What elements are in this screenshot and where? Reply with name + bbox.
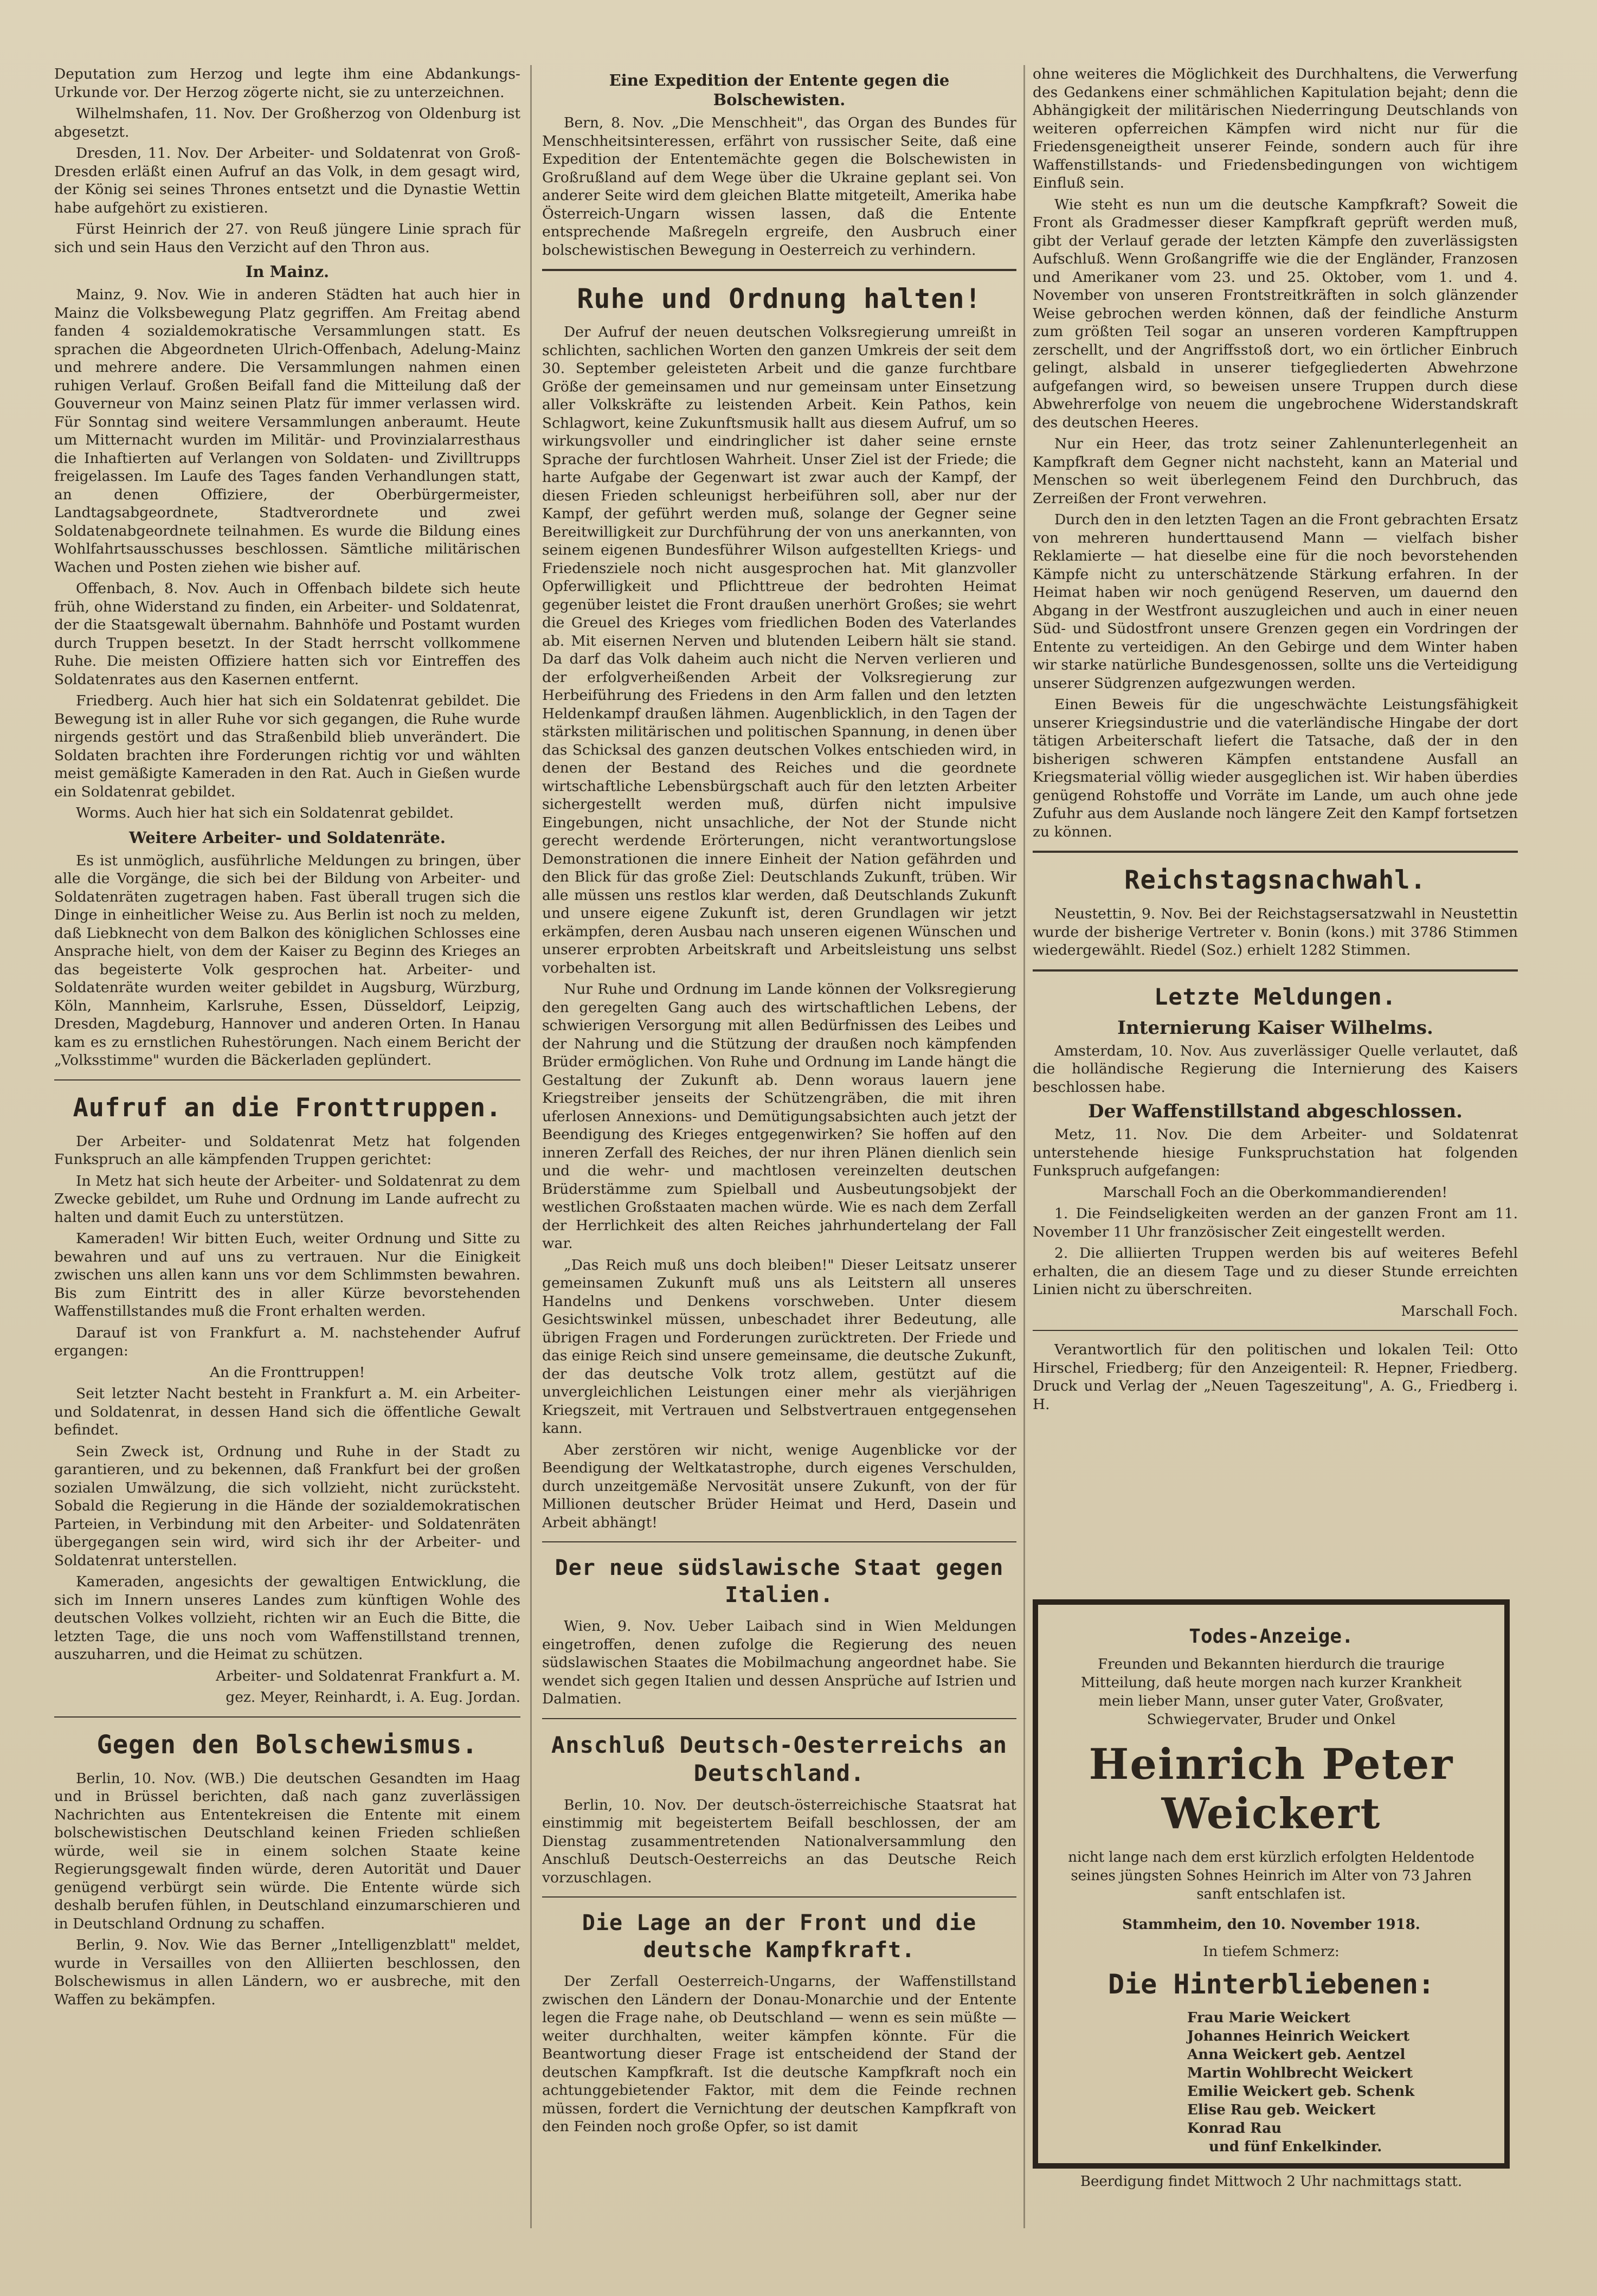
article-paragraph: ohne weiteres die Möglichkeit des Durchhaltens, die Verwerfung des Gedankens einer schmählichen Kapitulation bejaht; denn die Abhängigkeit der militärischen Niederringung Deutschlands von weiteren opferreichen Kämpfen wird nicht nur für die Friedensgeneigtheit unserer Feinde, sondern auch für ihre Waffenstillstands- und Friedensbedingungen von wichtigem Einfluß sein. [1033, 66, 1518, 191]
headline-bolschewismus: Gegen den Bolschewismus. [96, 1729, 478, 1760]
article-paragraph: Offenbach, 8. Nov. Auch in Offenbach bildete sich heute früh, ohne Widerstand zu finden, ein Arbeiter- und Soldatenrat, der die Staatsgewalt übernahm. Bahnhöfe und Postamt wurden durch Truppen besetzt. In der Stadt herrscht vollkommene Ruhe. Die meisten Offiziere hatten sich vor Eintreffen des Soldatenrates aus den Kasernen entfernt. [54, 580, 520, 688]
headline-aufruf: Aufruf an die Fronttruppen. [73, 1092, 502, 1123]
article-paragraph: In Metz hat sich heute der Arbeiter- und Soldatenrat zu dem Zwecke gebildet, um Ruhe und Ordnung im Lande aufrecht zu halten und damit Euch zu unterstützen. [54, 1172, 520, 1226]
article-paragraph: Darauf ist von Frankfurt a. M. nachstehender Aufruf ergangen: [54, 1324, 520, 1359]
subheading: An die Fronttruppen! [209, 1364, 365, 1381]
section-title-expedition: Eine Expedition der Entente gegen die Bolschewisten. [609, 71, 950, 109]
family-member: Konrad Rau [1187, 2120, 1282, 2137]
family-member: Elise Rau geb. Weickert [1187, 2102, 1376, 2118]
section-title-waffenstillstand: Der Waffenstillstand abgeschlossen. [1087, 1101, 1463, 1122]
headline-lage: Die Lage an der Front und die deutsche Kampfkraft. [582, 1911, 977, 1963]
deceased-name: Heinrich Peter Weickert [1089, 1740, 1454, 1838]
article-paragraph: Nur ein Heer, das trotz seiner Zahlenunterlegenheit an Kampfkraft dem Gegner nicht nachsteht, kann an Material und Menschen so weit überlegenem Feind den Durchbruch, das Zerreißen der Front verwehren. [1033, 435, 1518, 507]
article-paragraph: Nur Ruhe und Ordnung im Lande können der Volksregierung den geregelten Gang auch des wirtschaftlichen Lebens, der schwierigen Versorgung mit allen Bedürfnissen des Leibes und der Nahrung und die Stützung der draußen noch kämpfenden Brüder ermöglichen. Von Ruhe und Ordnung im Lande hängt die Gestaltung der Zukunft ab. Denn woraus lauern jene Kriegstreiber jenseits der Schützengräben, die mit ihren uferlosen Annexions- und Demütigungsabsichten auch jetzt der Beendigung des Krieges entgegenwirken? Sie hoffen auf den inneren Zerfall des Reiches, der nur ihren Plänen dienlich sein und die wehr- und machtlosen vereinzelten deutschen Brüderstämme zum Spielball und Ausbeutungsobjekt der westlichen Großstaaten machen würde. Wie es nach dem Zerfall der Herrlichkeit des alten Reiches jahrhundertelang der Fall war. [542, 981, 1016, 1252]
article-paragraph: Durch den in den letzten Tagen an die Front gebrachten Ersatz von mehreren hunderttausend Mann — vielfach bisher Reklamierte — hat dieselbe eine für die noch bevorstehenden Kämpfe nicht zu unterschätzende Stärkung erfahren. In der Heimat haben wir noch genügend Reserven, um dauernd den Abgang in der Westfront auszugleichen und auch in einer neuen Süd- und Südostfront unsere Grenzen gegen ein Vordringen der Entente zu verteidigen. An den Gebirge und dem Winter haben wir starke natürliche Bundesgenossen, sollte uns die Verteidigung unserer Südgrenzen aufgezwungen werden. [1033, 511, 1518, 692]
article-paragraph: Wie steht es nun um die deutsche Kampfkraft? Soweit die Front als Gradmesser dieser Kampfkraft geprüft werden muß, gibt der Verlauf gerade der letzten Kämpfe den zuverlässigsten Aufschluß. Wenn Großangriffe wie die der Engländer, Franzosen und Amerikaner vom 23. und 25. Oktober, vom 1. und 4. November von unseren Frontstreitkräften in solch glänzender Weise gebrochen werden können, daß der feindliche Ansturm zum größten Teil sogar an unseren vorderen Kampftruppen zerschellt, und der Angriffsstoß dort, wo ein örtlicher Einbruch gelingt, alsbald in unserer tiefgegliederten Abwehrzone aufgefangen wird, so beweisen unsere Truppen durch diese Abwehrerfolge von neuem die ungebrochene Widerstandskraft des deutschen Heeres. [1033, 196, 1518, 431]
article-paragraph: Metz, 11. Nov. Die dem Arbeiter- und Soldatenrat unterstehende hiesige Funkspruchstation hat folgenden Funkspruch aufgefangen: [1033, 1126, 1518, 1179]
notice-grief: In tiefem Schmerz: [1203, 1944, 1340, 1960]
headline-suedslawisch: Der neue südslawische Staat gegen Italien. [555, 1555, 1004, 1607]
article-paragraph: Deputation zum Herzog und legte ihm eine Abdankungs-Urkunde vor. Der Herzog zögerte nicht, sie zu unterzeichnen. [54, 66, 520, 101]
article-paragraph: Mainz, 9. Nov. Wie in anderen Städten hat auch hier in Mainz die Volksbewegung Platz gegriffen. Am Freitag abend fanden 4 sozialdemokratische Versammlungen statt. Es sprachen die Abgeordneten Ulrich-Offenbach, Adelung-Mainz und mehrere andere. Die Versammlungen nahmen einen ruhigen Verlauf. Großen Beifall fand die Mitteilung daß der Gouverneur von Mainz seinen Platz für immer verlassen wird. Für Sonntag sind weitere Versammlungen anberaumt. Heute um Mitternacht wurden im Militär- und Provinzialarresthaus die Inhaftierten auf Verlangen von Soldaten- und Zivilltrupps freigelassen. Im Laufe des Tages fanden Verhandlungen statt, an denen Offiziere, der Oberbürgermeister, Landtagsabgeordnete, Stadtverordnete und zwei Soldatenabgeordnete teilnahmen. Es wurde die Bildung eines Wohlfahrtsausschusses beschlossen. Sämtliche militärischen Wachen und Posten ziehen wie bisher auf. [54, 286, 520, 576]
divider [54, 1716, 520, 1718]
family-member: Frau Marie Weickert [1187, 2010, 1350, 2026]
article-paragraph: Berlin, 10. Nov. (WB.) Die deutschen Gesandten im Haag und in Brüssel berichten, daß nach ganz zuverlässigen Nachrichten aus Ententekreisen die Entente mit einem bolschewistischen Deutschland keinen Frieden schließen würde, weil sie in einem solchen Staate keine Regierungsgewalt finden würde, deren Autorität und Dauer genügend verbürgt sein würde. Die Entente würde sich deshalb berufen fühlen, in Deutschland einzumarschieren und in Deutschland Ordnung zu schaffen. [54, 1770, 520, 1932]
article-paragraph: Friedberg. Auch hier hat sich ein Soldatenrat gebildet. Die Bewegung ist in aller Ruhe vor sich gegangen, die Ruhe wurde nirgends gestört und das Straßenbild blieb unverändert. Die Soldaten brachten ihre Forderungen richtig vor und wählten meist gemäßigte Kameraden in den Rat. Auch in Gießen wurde ein Soldatenrat gebildet. [54, 692, 520, 800]
article-paragraph: 2. Die alliierten Truppen werden bis auf weiteres Befehl erhalten, die an diesem Tage und zu dieser Stunde erreichten Linien nicht zu überschreiten. [1033, 1245, 1518, 1298]
section-title-weitere: Weitere Arbeiter- und Soldatenräte. [129, 828, 446, 847]
column-2 [542, 65, 1016, 2266]
article-paragraph: Aber zerstören wir nicht, wenige Augenblicke vor der Beendigung der Weltkatastrophe, durch eigenes Verschulden, durch unzeitgemäße Nervosität unsere Zukunft, von der für Millionen deutscher Brüder Heimat und Herd, Dasein und Arbeit abhängt! [542, 1441, 1016, 1531]
divider [1033, 1330, 1518, 1331]
family-member: Johannes Heinrich Weickert [1187, 2028, 1410, 2044]
column-3 [1033, 65, 1518, 1583]
notice-intro: Freunden und Bekannten hierdurch die traurige Mitteilung, daß heute morgen nach kurzer Krankheit mein lieber Mann, unser guter Vater, Großvater, Schwiegervater, Bruder und Onkel [1080, 1656, 1462, 1728]
survivors-heading: Die Hinterbliebenen: [1107, 1969, 1435, 2000]
notice-title: Todes-Anzeige. [1189, 1625, 1354, 1648]
column-rule-left [530, 65, 532, 2228]
headline-anschluss: Anschluß Deutsch-Oesterreichs an Deutschland. [551, 1731, 1008, 1786]
subheading: Marschall Foch an die Oberkommandierenden! [1103, 1184, 1448, 1201]
column-1 [54, 65, 520, 2266]
divider [542, 1896, 1016, 1898]
death-notice [1033, 1599, 1510, 2190]
impressum: Verantwortlich für den politischen und lokalen Teil: Otto Hirschel, Friedberg; für den Anzeigenteil: R. Hepner, Friedberg. Druck und Verlag der „Neuen Tageszeitung", A. G., Friedberg i. H. [1033, 1341, 1518, 1413]
article-paragraph: Seit letzter Nacht besteht in Frankfurt a. M. ein Arbeiter- und Soldatenrat, in dessen Hand sich die öffentliche Gewalt befindet. [54, 1385, 520, 1438]
article-paragraph: Neustettin, 9. Nov. Bei der Reichstagsersatzwahl in Neustettin wurde der bisherige Vertreter v. Bonin (kons.) mit 3786 Stimmen wiedergewählt. Riedel (Soz.) erhielt 1282 Stimmen. [1033, 905, 1518, 959]
headline-letzte-meldungen: Letzte Meldungen. [1154, 983, 1396, 1010]
family-member: Martin Wohlbrecht Weickert [1187, 2065, 1413, 2081]
article-paragraph: 1. Die Feindseligkeiten werden an der ganzen Front am 11. November 11 Uhr französischer Zeit eingestellt werden. [1033, 1205, 1518, 1240]
article-paragraph: Dresden, 11. Nov. Der Arbeiter- und Soldatenrat von Groß-Dresden erläßt einen Aufruf an das Volk, in dem gesagt wird, der König sei seines Thrones entsetzt und die Dynastie Wettin habe aufgehört zu existieren. [54, 145, 520, 216]
article-paragraph: Wien, 9. Nov. Ueber Laibach sind in Wien Meldungen eingetroffen, denen zufolge die Regierung des neuen südslawischen Staates die Mobilmachung angeordnet habe. Sie wendet sich gegen Italien und dessen Ansprüche auf Istrien und Dalmatien. [542, 1618, 1016, 1707]
article-paragraph: Worms. Auch hier hat sich ein Soldatenrat gebildet. [76, 805, 454, 821]
family-member: Anna Weickert geb. Aentzel [1187, 2047, 1406, 2063]
notice-place-date: Stammheim, den 10. November 1918. [1122, 1916, 1420, 1933]
family-member: und fünf Enkelkinder. [1209, 2139, 1382, 2155]
article-paragraph: Der Aufruf der neuen deutschen Volksregierung umreißt in schlichten, sachlichen Worten den ganzen Umkreis der seit dem 30. September geleisteten Arbeit und die ganze furchtbare Größe der gemeinsamen und nur gemeinsam unter Einsetzung aller Volkskräfte zu leistenden Arbeit. Kein Pathos, kein Schlagwort, keine Zukunftsmusik hallt aus diesem Aufruf, um so wirkungsvoller und eindringlicher ist daher seine ernste Sprache der furchtlosen Wahrheit. Unser Ziel ist der Friede; die harte Aufgabe der Gegenwart ist zwar auch der Kampf, der diesen Frieden schleunigst herbeiführen soll, aber nur der Kampf, der geführt werden muß, solange der Gegner seine Bereitwilligkeit zur Durchführung der von uns anerkannten, von seinem eigenen Bundesführer Wilson aufgestellten Kriegs- und Friedensziele noch nicht ausgesprochen hat. Mit glanzvoller Opferwilligkeit und Pflichttreue der bedrohten Heimat gegenüber leistet die Front draußen unerhört Großes; sie wehrt die Greuel des Krieges vom friedlichen Boden des Vaterlandes ab. Mit eisernen Nerven und blutenden Leibern hält sie stand. Da darf das Volk daheim auch nicht die Nerven verlieren und der erfolgverheißenden Arbeit der Volksregierung zur Herbeiführung des Friedens in den Arm fallen und den letzten Heldenkampf draußen lähmen. Augenblicklich, in den Tagen der stärksten militärischen und politischen Spannung, in denen über das Schicksal des ganzen deutschen Volkes entschieden wird, in denen der Bestand des Reiches und die geordnete wirtschaftliche Lebensbürgschaft auch für den letzten Arbeiter sichergestellt werden muß, dürfen nicht impulsive Eingebungen, nicht unsachliche, der Not der Stunde nicht gerecht werdende Erörterungen, nicht verantwortungslose Demonstrationen die innere Einheit der Nation gefährden und den Blick für das große Ziel: Deutschlands Zukunft, trüben. Wir alle müssen uns restlos klar werden, daß Deutschlands Zukunft und unsere eigene Zukunft ist, deren Grundlagen wir jetzt erkämpfen, deren Ausbau nach unseren eigenen Wünschen und unserer erprobten Arbeitskraft und Arbeitsleistung uns selbst vorbehalten ist. [542, 324, 1016, 976]
notice-after: nicht lange nach dem erst kürzlich erfolgten Heldentode seines jüngsten Sohnes Heinrich im Alter von 73 Jahren sanft entschlafen ist. [1068, 1849, 1474, 1902]
article-paragraph: „Das Reich muß uns doch bleiben!" Dieser Leitsatz unserer gemeinsamen Zukunft muß uns als Leitstern all unseres Handelns und Denkens vorschweben. Unter diesem Gesichtswinkel müssen, unbeschadet ihrer Bedeutung, alle übrigen Fragen und Forderungen zurücktreten. Der Friede und das einige Reich sind unsere gemeinsame, die deutsche Zukunft, der das deutsche Volk trotz allem, gestützt auf die unvergleichlichen Leistungen einer mehr als vierjährigen Kriegszeit, mit Vertrauen und Selbstvertrauen entgegensehen kann. [542, 1256, 1016, 1437]
divider [1033, 851, 1518, 853]
signature: Marschall Foch. [1401, 1302, 1518, 1320]
signature: Arbeiter- und Soldatenrat Frankfurt a. M. [216, 1667, 520, 1684]
article-paragraph: Fürst Heinrich der 27. von Reuß jüngere Linie sprach für sich und sein Haus den Verzicht auf den Thron aus. [54, 221, 520, 256]
article-paragraph: Berlin, 10. Nov. Der deutsch-österreichische Staatsrat hat einstimmig mit begeistertem Beifall beschlossen, der am Dienstag zusammentretenden Nationalversammlung den Anschluß Deutsch-Oesterreichs an das Deutsche Reich vorzuschlagen. [542, 1796, 1016, 1886]
headline-reichstagsnachwahl: Reichstagsnachwahl. [1124, 865, 1426, 895]
section-title-mainz: In Mainz. [245, 262, 330, 281]
article-paragraph: Einen Beweis für die ungeschwächte Leistungsfähigkeit unserer Kriegsindustrie und die vaterländische Hingabe der dort tätigen Arbeiterschaft liefert die Tatsache, daß der in den bisherigen schweren Kämpfen entstandene Ausfall an Kriegsmaterial völlig wieder ausgeglichen ist. Wir haben überdies genügend Rohstoffe und Vorräte im Lande, um auch ohne jede Zufuhr aus dem Auslande noch längere Zeit den Kampf fortsetzen zu können. [1033, 696, 1518, 840]
divider [1033, 969, 1518, 972]
divider [542, 269, 1016, 271]
article-paragraph: Wilhelmshafen, 11. Nov. Der Großherzog von Oldenburg ist abgesetzt. [54, 105, 520, 140]
article-paragraph: Kameraden, angesichts der gewaltigen Entwicklung, die sich im Innern unseres Landes zum künftigen Wohle des deutschen Volkes vollzieht, richten wir an Euch die Bitte, die letzten Tage, die uns noch vom Waffenstillstand trennen, auszuharren, und die Heimat zu schützen. [54, 1573, 520, 1663]
notice-funeral: Beerdigung findet Mittwoch 2 Uhr nachmittags statt. [1080, 2173, 1463, 2190]
family-list [1062, 2009, 1480, 2156]
divider [54, 1079, 520, 1081]
section-title-internierung: Internierung Kaiser Wilhelms. [1117, 1017, 1433, 1039]
article-paragraph: Amsterdam, 10. Nov. Aus zuverlässiger Quelle verlautet, daß die holländische Regierung die Internierung des Kaisers beschlossen habe. [1033, 1042, 1518, 1096]
article-paragraph: Sein Zweck ist, Ordnung und Ruhe in der Stadt zu garantieren, und zu bekennen, daß Frankfurt bei der großen sozialen Umwälzung, die sich vollzieht, nicht zurücksteht. Sobald die Regierung in die Hände der sozialdemokratischen Parteien, in Verbindung mit den Arbeiter- und Soldatenräten übergegangen sein wird, wird sich ihr der Arbeiter- und Soldatenrat unterstellen. [54, 1443, 520, 1569]
article-paragraph: Kameraden! Wir bitten Euch, weiter Ordnung und Sitte zu bewahren und auf uns zu vertrauen. Nur die Einigkeit zwischen uns allen kann uns vor dem Schlimmsten bewahren. Bis zum Eintritt des in aller Kürze bevorstehenden Waffenstillstandes muß die Front erhalten werden. [54, 1230, 520, 1320]
column-rule-right [1023, 65, 1025, 2228]
divider [542, 1541, 1016, 1542]
article-paragraph: Bern, 8. Nov. „Die Menschheit", das Organ des Bundes für Menschheitsinteressen, erfährt von russischer Seite, daß eine Expedition der Ententemächte gegen die Bolschewisten in Großrußland auf dem Wege über die Ukraine geplant sei. Von anderer Seite wird dem gleichen Blatte mitgeteilt, Amerika habe Österreich-Ungarn wissen lassen, daß die Entente entsprechende Maßregeln ergreife, den Ausbruch einer bolschewistischen Bewegung in Oesterreich zu verhindern. [542, 114, 1016, 259]
article-paragraph: Berlin, 9. Nov. Wie das Berner „Intelligenzblatt" meldet, wurde in Versailles von den Alliierten beschlossen, den Bolschewismus in allen Ländern, wo er ausbreche, mit den Waffen zu bekämpfen. [54, 1937, 520, 2008]
divider [542, 1718, 1016, 1719]
article-paragraph: Der Arbeiter- und Soldatenrat Metz hat folgenden Funkspruch an alle kämpfenden Truppen gerichtet: [54, 1133, 520, 1168]
article-paragraph: Der Zerfall Oesterreich-Ungarns, der Waffenstillstand zwischen den Ländern der Donau-Monarchie und der Entente legen die Frage nahe, ob Deutschland — wenn es sein müßte — weiter durchhalten, weiter kämpfen könnte. Für die Beantwortung dieser Frage ist entscheidend der Stand der deutschen Kampfkraft. Ist die deutsche Kampfkraft noch ein achtunggebietender Faktor, mit dem die Feinde rechnen müssen, fordert die Vernichtung der deutschen Kampfkraft von den Feinden noch große Opfer, so ist damit [542, 1973, 1016, 2135]
family-member: Emilie Weickert geb. Schenk [1187, 2083, 1415, 2100]
signature: gez. Meyer, Reinhardt, i. A. Eug. Jordan. [226, 1689, 520, 1706]
headline-ruhe: Ruhe und Ordnung halten! [577, 283, 982, 314]
article-paragraph: Es ist unmöglich, ausführliche Meldungen zu bringen, über alle die Vorgänge, die sich bei der Bildung von Arbeiter- und Soldatenräten zugetragen haben. Fast überall trugen sich die Dinge in einheitlicher Weise zu. Aus Berlin ist noch zu melden, daß Liebknecht von dem Balkon des königlichen Schlosses eine Ansprache hielt, von dem der Kaiser zu Beginn des Krieges an das begeisterte Volk gesprochen hat. Arbeiter- und Soldatenräte wurden weiter gebildet in Augsburg, Würzburg, Köln, Mannheim, Karlsruhe, Essen, Düsseldorf, Leipzig, Dresden, Magdeburg, Hannover und anderen Orten. In Hanau kam es zu ernstlichen Ruhestörungen. Nach einem Bericht der „Volksstimme" wurden die Bäckerladen geplündert. [54, 852, 520, 1069]
